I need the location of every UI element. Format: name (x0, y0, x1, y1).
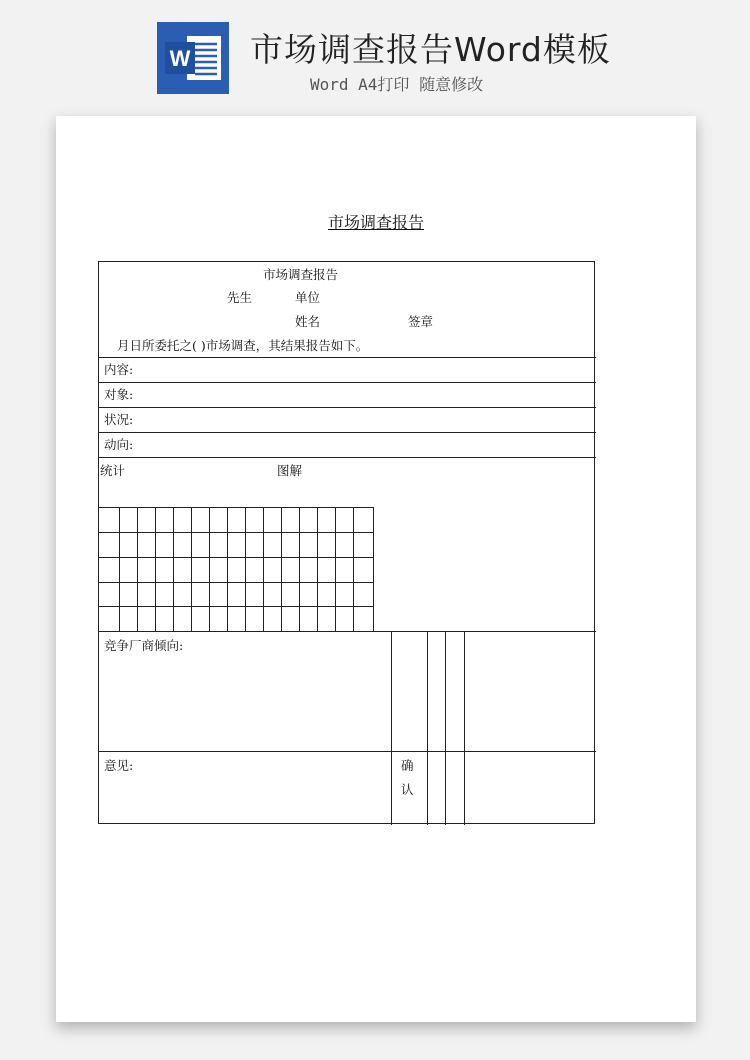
document-title: 市场调查报告 (327, 213, 424, 232)
logo-letter: W (169, 46, 191, 71)
document-page (56, 116, 696, 1022)
signature-label: 签章 (408, 314, 434, 329)
template-title: 市场调查报告Word模板 (250, 30, 611, 69)
row-divider (99, 432, 596, 433)
unit-label: 单位 (295, 290, 321, 305)
confirm-char-1: 确 (401, 758, 414, 773)
word-logo-icon (157, 22, 229, 94)
row-divider (99, 357, 596, 358)
status-label: 状况: (104, 412, 134, 427)
mr-label: 先生 (227, 290, 253, 305)
name-label: 姓名 (295, 314, 321, 329)
report-form-table (98, 261, 595, 824)
content-label: 内容: (104, 362, 134, 377)
row-divider (99, 407, 596, 408)
column-divider (464, 631, 465, 825)
column-divider (427, 631, 428, 825)
template-header (0, 0, 750, 110)
statistics-grid (99, 507, 375, 632)
row-divider (99, 457, 596, 458)
diagram-label: 图解 (277, 463, 303, 478)
confirm-char-2: 认 (401, 782, 414, 797)
row-divider (99, 751, 596, 752)
object-label: 对象: (104, 387, 134, 402)
template-subtitle: Word A4打印 随意修改 (310, 75, 484, 94)
form-heading: 市场调查报告 (263, 267, 339, 282)
stats-label: 统计 (100, 463, 126, 478)
trend-label: 动向: (104, 437, 134, 452)
column-divider (391, 631, 392, 825)
opinion-label: 意见: (104, 758, 134, 773)
row-divider (99, 382, 596, 383)
competitor-label: 竞争厂商倾向: (104, 638, 184, 653)
column-divider (445, 631, 446, 825)
intro-text: 月日所委托之( )市场调查，其结果报告如下。 (117, 338, 369, 353)
